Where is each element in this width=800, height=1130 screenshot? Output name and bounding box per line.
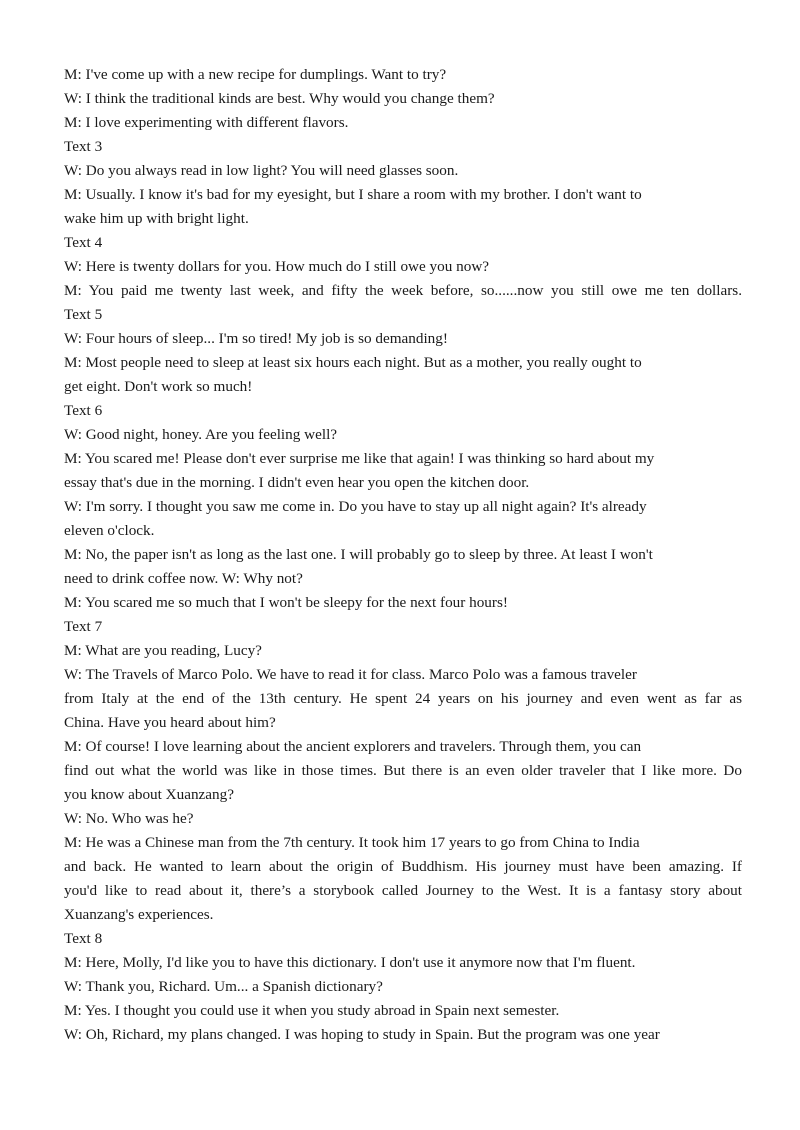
section-heading: Text 6 xyxy=(64,402,103,419)
dialogue-line: wake him up with bright light. xyxy=(64,210,249,227)
dialogue-line: W: The Travels of Marco Polo. We have to read it for class. Marco Polo was a famous traveler xyxy=(64,666,637,683)
section-heading: Text 7 xyxy=(64,618,103,635)
dialogue-line: M: You paid me twenty last week, and fifty the week before, so......now you still owe me ten dollars. xyxy=(64,282,742,299)
dialogue-line: China. Have you heard about him? xyxy=(64,714,276,731)
dialogue-line: W: Oh, Richard, my plans changed. I was hoping to study in Spain. But the program was one year xyxy=(64,1026,660,1043)
transcript-page xyxy=(64,63,742,1047)
dialogue-line: W: Thank you, Richard. Um... a Spanish dictionary? xyxy=(64,978,383,995)
dialogue-line: M: He was a Chinese man from the 7th century. It took him 17 years to go from China to India xyxy=(64,834,640,851)
dialogue-line: W: Good night, honey. Are you feeling well? xyxy=(64,426,338,443)
dialogue-line: and back. He wanted to learn about the origin of Buddhism. His journey must have been amazing. If xyxy=(64,858,742,875)
dialogue-line: find out what the world was like in those times. But there is an even older traveler that I like more. Do xyxy=(64,762,742,779)
dialogue-line: you know about Xuanzang? xyxy=(64,786,234,803)
dialogue-line: M: Here, Molly, I'd like you to have this dictionary. I don't use it anymore now that I'm fluent. xyxy=(64,954,636,971)
dialogue-line: M: Usually. I know it's bad for my eyesight, but I share a room with my brother. I don't want to xyxy=(64,186,642,203)
section-heading: Text 4 xyxy=(64,234,103,251)
dialogue-line: M: What are you reading, Lucy? xyxy=(64,642,262,659)
dialogue-line: M: Of course! I love learning about the ancient explorers and travelers. Through them, you can xyxy=(64,738,642,755)
dialogue-line: from Italy at the end of the 13th century. He spent 24 years on his journey and even went as far as xyxy=(64,690,742,707)
dialogue-line: M: Yes. I thought you could use it when you study abroad in Spain next semester. xyxy=(64,1002,560,1019)
dialogue-line: Xuanzang's experiences. xyxy=(64,906,214,923)
dialogue-line: essay that's due in the morning. I didn't even hear you open the kitchen door. xyxy=(64,474,530,491)
dialogue-line: W: No. Who was he? xyxy=(64,810,194,827)
section-heading: Text 8 xyxy=(64,930,103,947)
dialogue-line: M: No, the paper isn't as long as the last one. I will probably go to sleep by three. At least I won't xyxy=(64,546,653,563)
dialogue-line: M: I've come up with a new recipe for dumplings. Want to try? xyxy=(64,66,447,83)
dialogue-line: M: I love experimenting with different flavors. xyxy=(64,114,349,131)
dialogue-line: eleven o'clock. xyxy=(64,522,155,539)
dialogue-line: M: You scared me so much that I won't be sleepy for the next four hours! xyxy=(64,594,508,611)
dialogue-line: W: I'm sorry. I thought you saw me come in. Do you have to stay up all night again? It's already xyxy=(64,498,647,515)
dialogue-line: W: Do you always read in low light? You will need glasses soon. xyxy=(64,162,459,179)
section-heading: Text 5 xyxy=(64,306,103,323)
dialogue-line: W: Here is twenty dollars for you. How much do I still owe you now? xyxy=(64,258,490,275)
dialogue-line: you'd like to read about it, there’s a storybook called Journey to the West. It is a fantasy story about xyxy=(64,882,742,899)
dialogue-line: get eight. Don't work so much! xyxy=(64,378,253,395)
dialogue-line: need to drink coffee now. W: Why not? xyxy=(64,570,303,587)
dialogue-line: M: Most people need to sleep at least six hours each night. But as a mother, you really ought to xyxy=(64,354,642,371)
dialogue-line: W: Four hours of sleep... I'm so tired! My job is so demanding! xyxy=(64,330,448,347)
dialogue-line: M: You scared me! Please don't ever surprise me like that again! I was thinking so hard about my xyxy=(64,450,655,467)
section-heading: Text 3 xyxy=(64,138,103,155)
dialogue-line: W: I think the traditional kinds are best. Why would you change them? xyxy=(64,90,495,107)
